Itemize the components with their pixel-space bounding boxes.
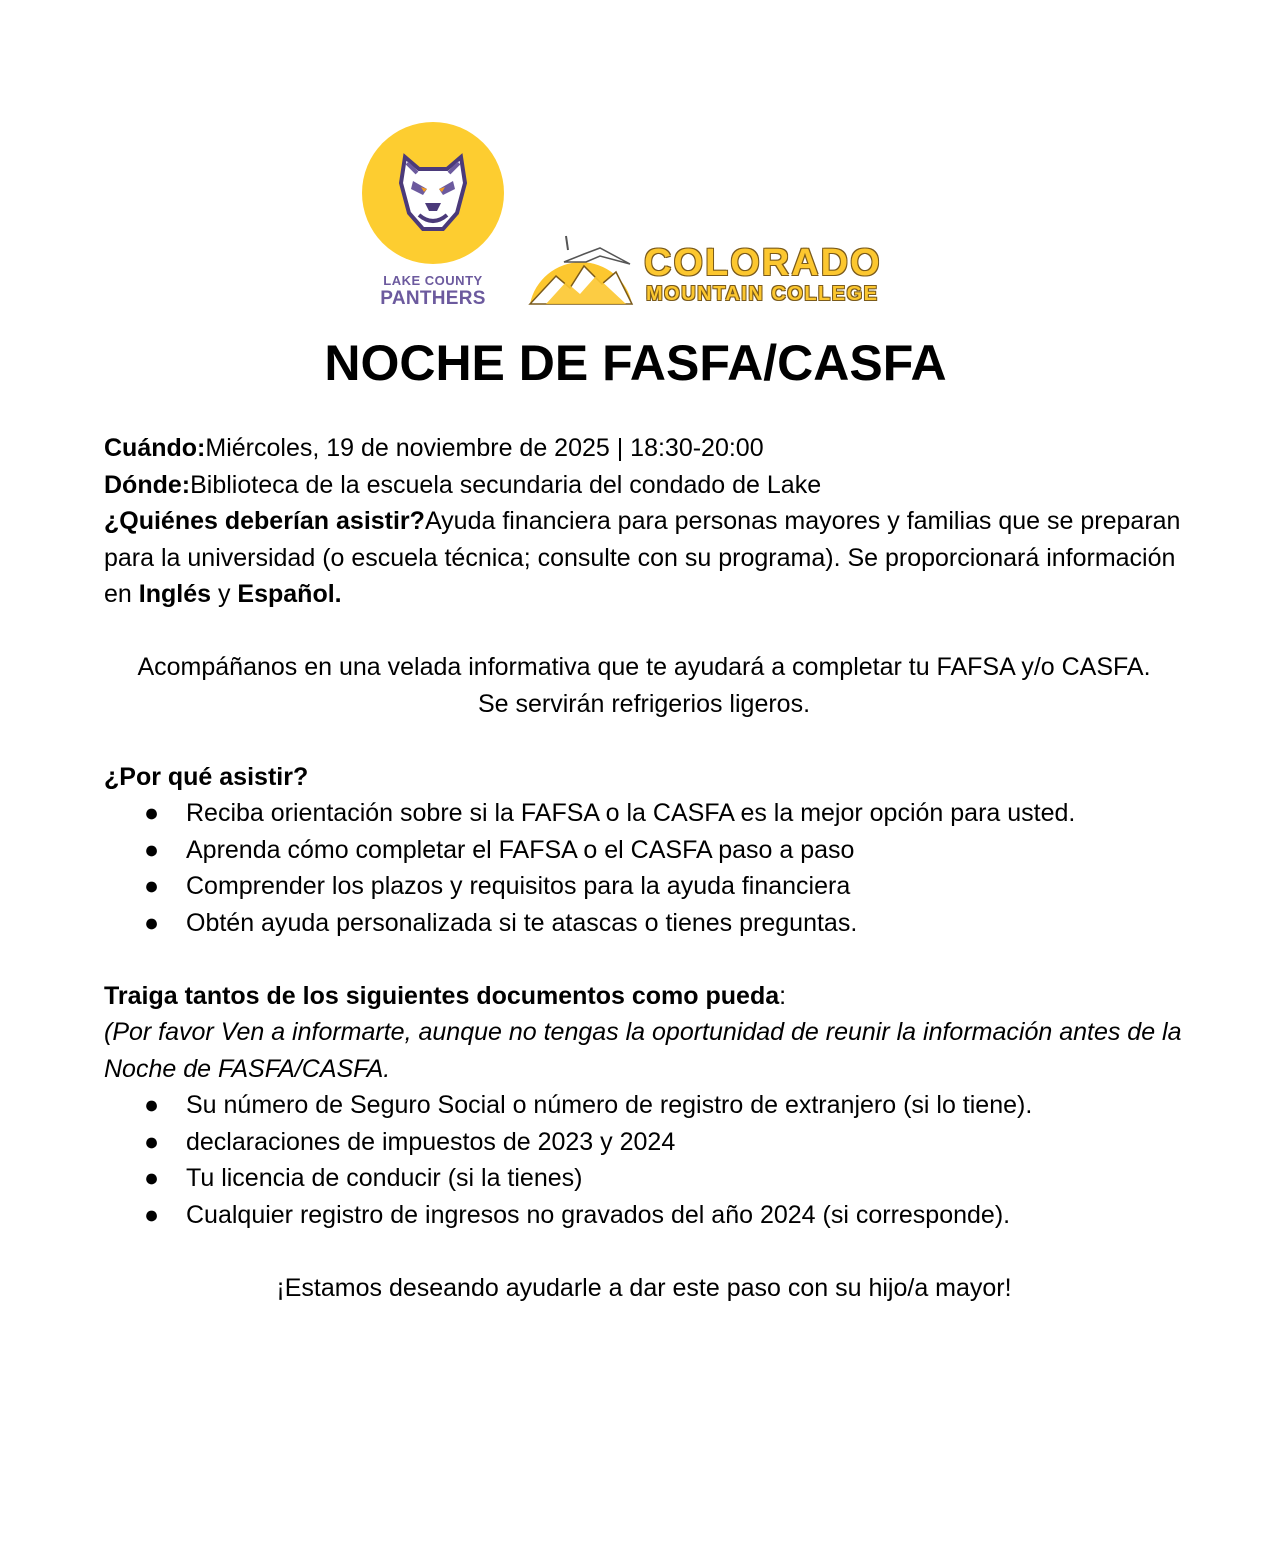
cmc-line-2: MOUNTAIN COLLEGE [646, 283, 879, 305]
lake-county-panthers-logo [362, 122, 504, 309]
panther-line-2: PANTHERS [380, 288, 486, 309]
bring-list [104, 1087, 1184, 1233]
bullet-icon: ● [144, 908, 160, 937]
bullet-icon: ● [144, 872, 160, 900]
list-item [144, 868, 1184, 905]
list-item-text: Comprender los plazos y requisitos para la ayuda financiera [186, 872, 851, 900]
list-item-text: Tu licencia de conducir (si la tienes) [186, 1164, 583, 1192]
list-item [144, 795, 1184, 832]
language-spanish: Español. [237, 580, 342, 608]
when-value: Miércoles, 19 de noviembre de 2025 | 18:30-20:00 [205, 434, 764, 462]
bring-heading-text: Traiga tantos de los siguientes documentos como pueda [104, 981, 780, 1010]
list-item [144, 1087, 1184, 1124]
cmc-wordmark [644, 244, 882, 304]
why-list [104, 795, 1184, 941]
bring-heading [104, 978, 1184, 1015]
panther-head-icon [362, 122, 504, 264]
list-item-text: Aprenda cómo completar el FAFSA o el CASFA paso a paso [186, 835, 855, 864]
language-conjunction: y [211, 580, 238, 608]
list-item-text: Cualquier registro de ingresos no gravados del año 2024 (si corresponde). [186, 1200, 1011, 1229]
who-value: Ayuda financiera para personas mayores y familias que se preparan para la universidad (o escuela técnica; consulte con su programa). Se proporcionará información en [104, 507, 1181, 608]
when-label: Cuándo: [104, 434, 206, 462]
mountain-sun-icon [526, 232, 636, 312]
list-item [144, 905, 1184, 942]
language-english: Inglés [138, 580, 212, 608]
why-heading [104, 759, 1184, 796]
list-item [144, 832, 1184, 869]
list-item-text: Reciba orientación sobre si la FAFSA o la CASFA es la mejor opción para usted. [186, 799, 1076, 827]
when-line [104, 430, 1184, 467]
invite-line-2: Se servirán refrigerios ligeros. [477, 689, 811, 718]
panther-wordmark [362, 274, 504, 308]
list-item [144, 1197, 1184, 1234]
list-item-text: declaraciones de impuestos de 2023 y 2024 [186, 1127, 676, 1156]
bullet-icon: ● [144, 1200, 160, 1229]
list-item-text: Obtén ayuda personalizada si te atascas o tienes preguntas. [186, 908, 858, 937]
bullet-icon: ● [144, 835, 160, 864]
invite-line-1: Acompáñanos en una velada informativa que te ayudará a completar tu FAFSA y/o CASFA. [137, 653, 1151, 681]
list-item [144, 1160, 1184, 1197]
bullet-icon: ● [144, 1127, 160, 1156]
who-line [104, 503, 1184, 613]
list-item-text: Su número de Seguro Social o número de registro de extranjero (si lo tiene). [186, 1091, 1033, 1119]
where-label: Dónde: [104, 470, 191, 499]
bullet-icon: ● [144, 799, 160, 827]
where-line [104, 467, 1184, 504]
who-label: ¿Quiénes deberían asistir? [104, 507, 425, 535]
flyer-content [104, 430, 1184, 1306]
where-value: Biblioteca de la escuela secundaria del condado de Lake [190, 470, 822, 499]
bring-note: (Por favor Ven a informarte, aunque no tengas la oportunidad de reunir la información antes de la Noche de FASFA/CASFA. [104, 1018, 1182, 1083]
page-title: NOCHE DE FASFA/CASFA [324, 335, 947, 391]
bring-heading-colon: : [779, 981, 787, 1010]
bullet-icon: ● [144, 1164, 160, 1192]
list-item [144, 1124, 1184, 1161]
bullet-icon: ● [144, 1091, 160, 1119]
logo-row [0, 118, 1271, 318]
why-heading-text: ¿Por qué asistir? [104, 762, 309, 791]
panther-line-1: LAKE COUNTY [383, 273, 483, 288]
colorado-mountain-college-logo [526, 232, 936, 312]
closing-line: ¡Estamos deseando ayudarle a dar este paso con su hijo/a mayor! [276, 1273, 1012, 1302]
cmc-line-1: COLORADO [644, 242, 882, 284]
